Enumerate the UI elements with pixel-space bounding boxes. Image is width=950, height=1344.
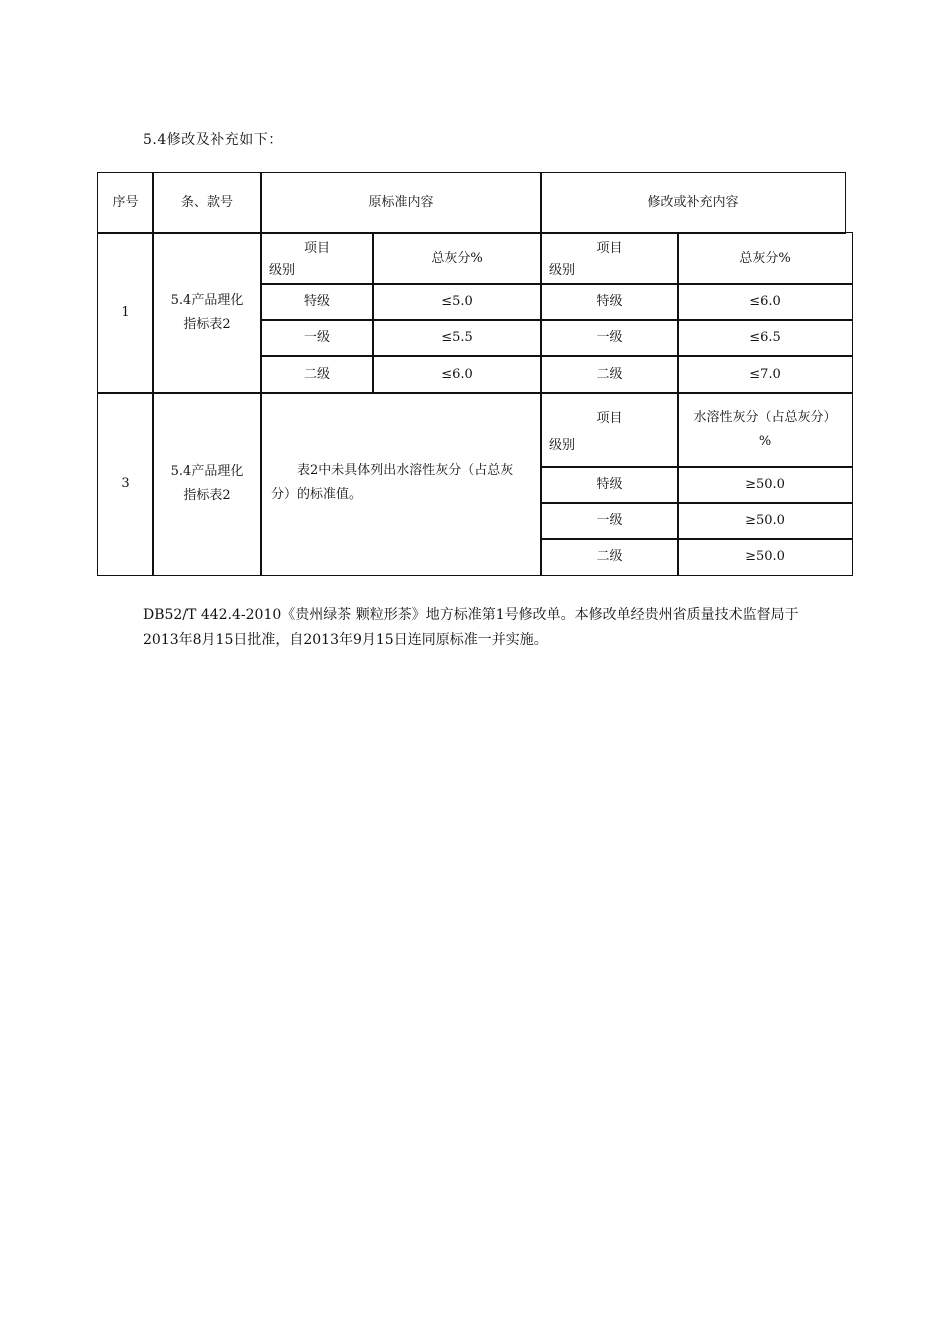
row2-rev-value: ≥50.0 xyxy=(677,466,853,504)
row1-rev-value: ≤6.0 xyxy=(677,283,853,321)
row2-rev-grade: 二级 xyxy=(540,538,679,576)
row2-clause: 5.4产品理化 指标表2 xyxy=(152,392,262,576)
row1-orig-value: ≤5.0 xyxy=(372,283,542,321)
row1-orig-grade: 二级 xyxy=(260,355,374,394)
row1-orig-col-header: 总灰分% xyxy=(372,232,542,285)
row2-rev-col-header: 水溶性灰分（占总灰分） % xyxy=(677,392,853,468)
row1-orig-value: ≤5.5 xyxy=(372,319,542,357)
row2-seq: 3 xyxy=(97,392,154,576)
header-original: 原标准内容 xyxy=(260,172,542,234)
row1-rev-grade: 一级 xyxy=(540,319,679,357)
row1-rev-grade: 二级 xyxy=(540,355,679,394)
row1-rev-col-header: 总灰分% xyxy=(677,232,853,285)
row2-original-text: 表2中未具体列出水溶性灰分（占总灰分）的标准值。 xyxy=(260,392,542,576)
row1-orig-grade: 特级 xyxy=(260,283,374,321)
row1-seq: 1 xyxy=(97,232,154,394)
row1-rev-value: ≤6.5 xyxy=(677,319,853,357)
header-seq: 序号 xyxy=(97,172,154,234)
row2-rev-grade: 一级 xyxy=(540,502,679,540)
row1-rev-value: ≤7.0 xyxy=(677,355,853,394)
footer-note: DB52/T 442.4-2010《贵州绿茶 颗粒形茶》地方标准第1号修改单。本修改单经贵州省质量技术监督局于2013年8月15日批准，自2013年9月15日连同原标准一并实施。 xyxy=(143,607,799,648)
row1-orig-item-grade-header: 项目 级别 xyxy=(260,232,374,285)
row2-rev-grade: 特级 xyxy=(540,466,679,504)
row1-orig-grade: 一级 xyxy=(260,319,374,357)
row1-rev-item-grade-header: 项目 级别 xyxy=(540,232,679,285)
header-clause: 条、款号 xyxy=(152,172,262,234)
section-heading: 5.4修改及补充如下： xyxy=(143,132,283,148)
row1-orig-value: ≤6.0 xyxy=(372,355,542,394)
row2-rev-value: ≥50.0 xyxy=(677,502,853,540)
row2-rev-item-grade-header: 项目 级别 xyxy=(540,392,679,468)
row2-rev-value: ≥50.0 xyxy=(677,538,853,576)
row1-clause: 5.4产品理化 指标表2 xyxy=(152,232,262,394)
header-revised: 修改或补充内容 xyxy=(540,172,846,234)
row1-rev-grade: 特级 xyxy=(540,283,679,321)
